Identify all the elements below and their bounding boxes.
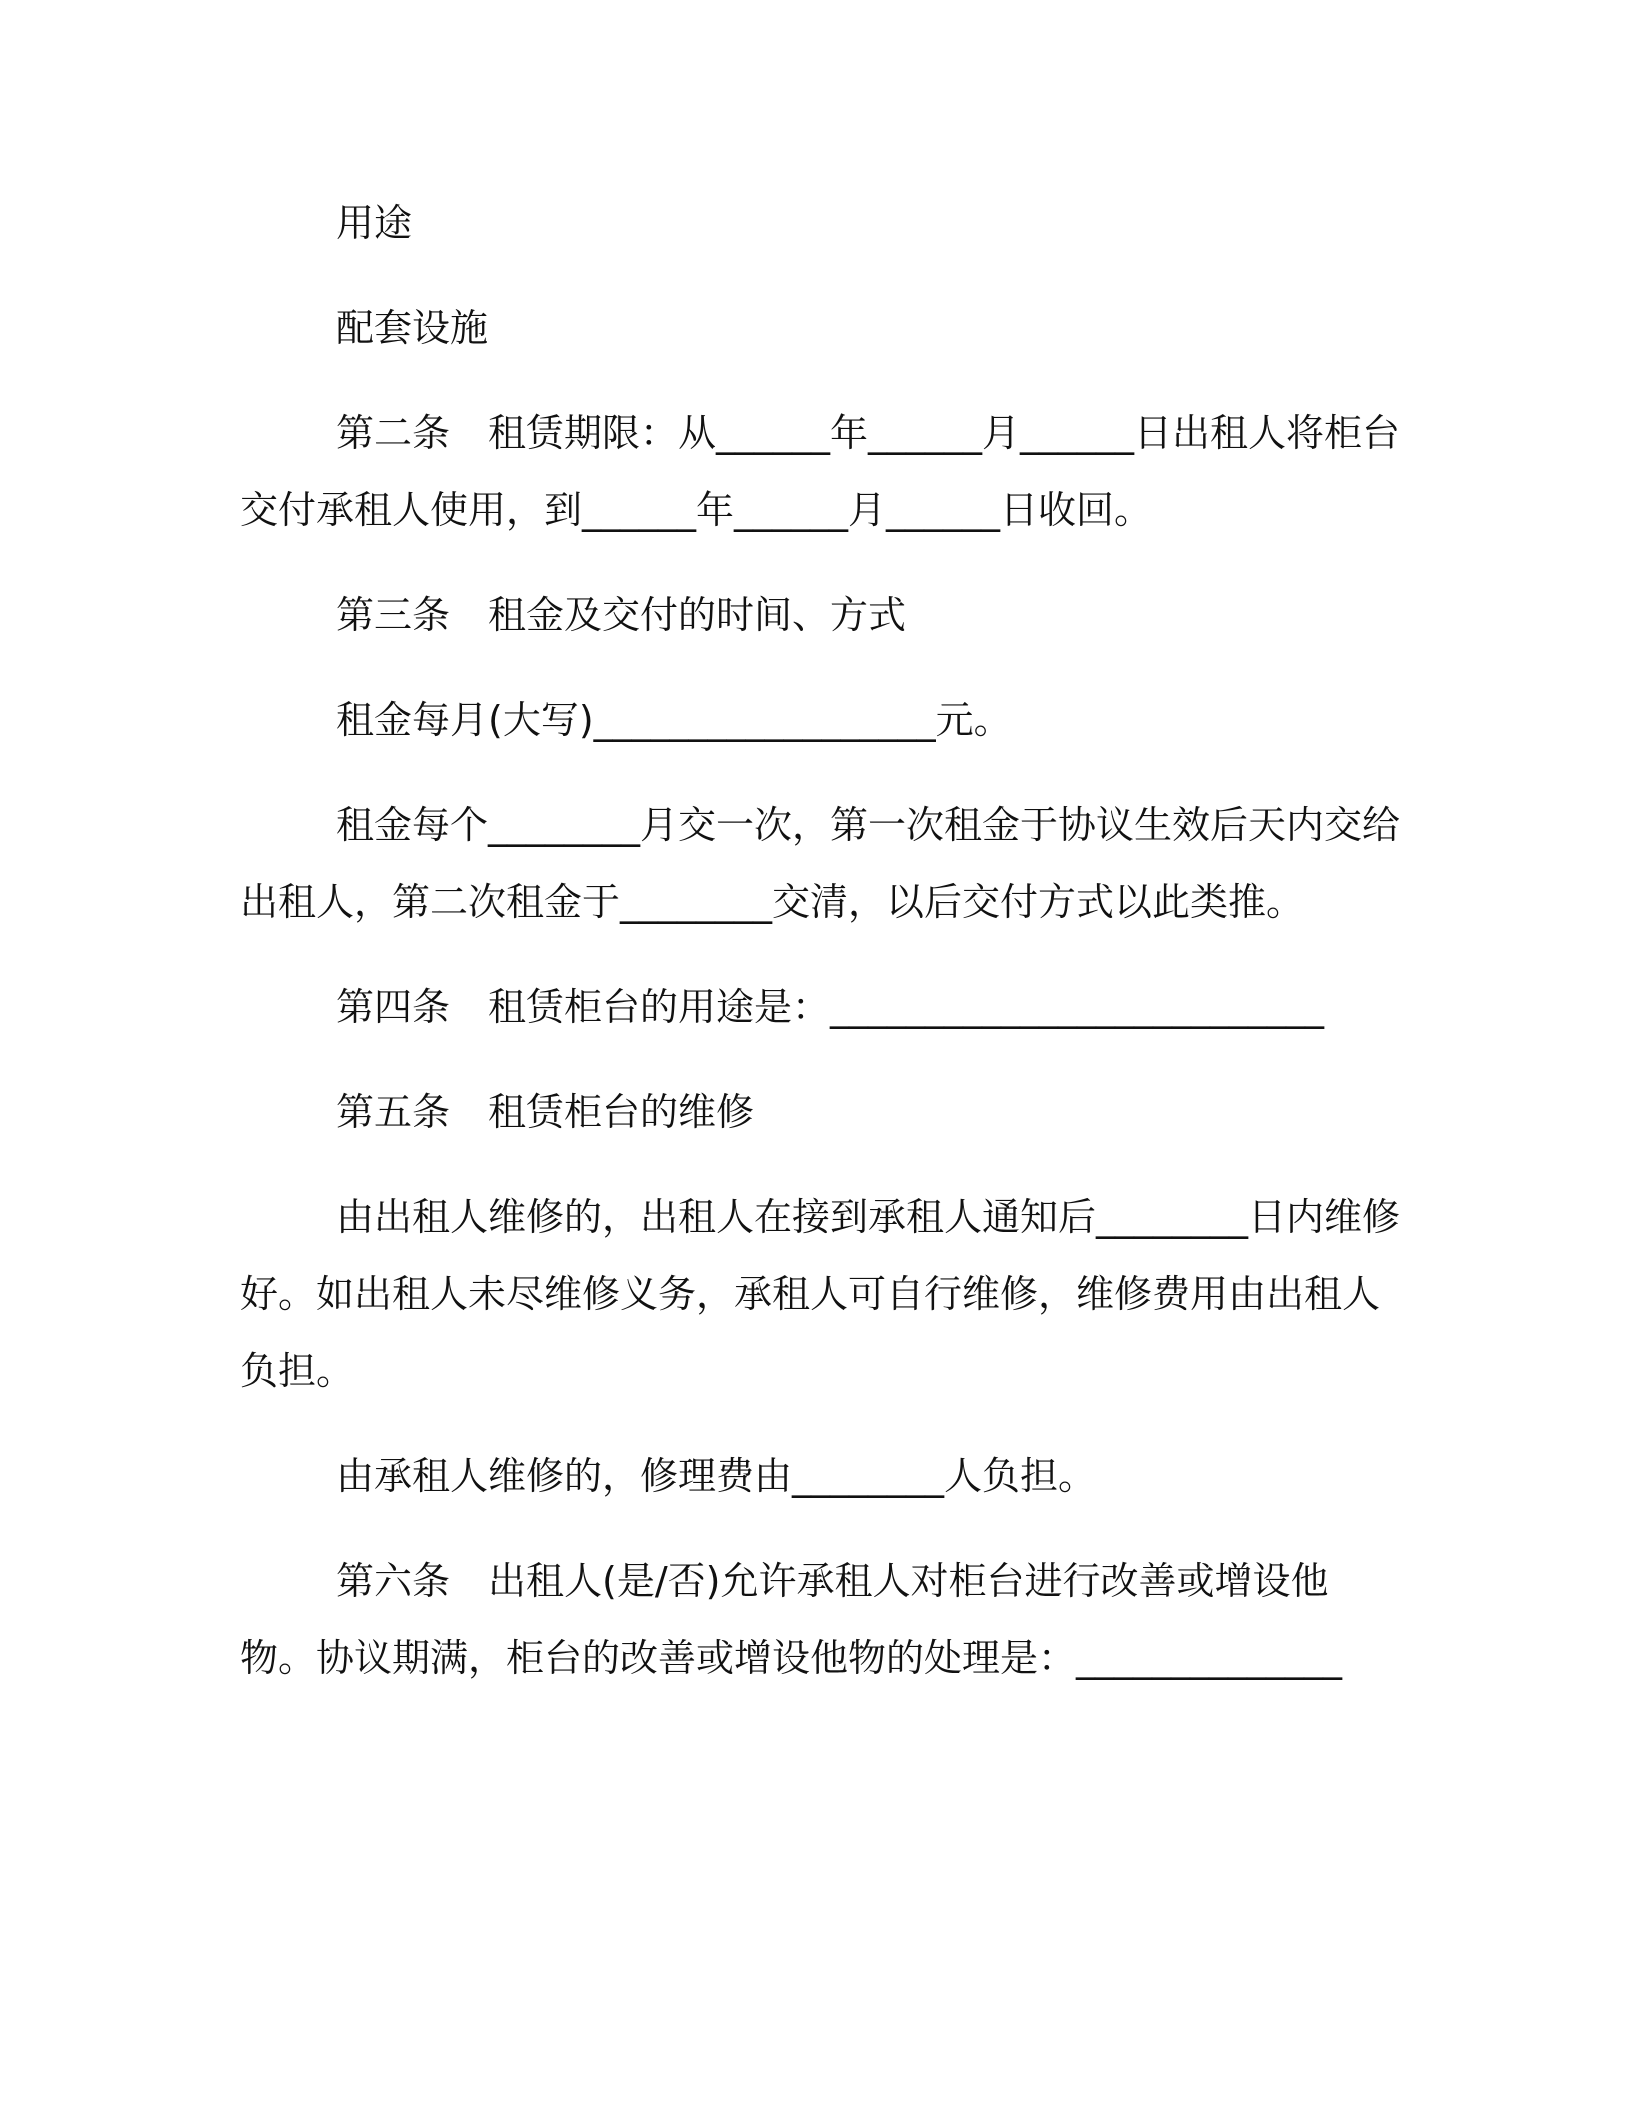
paragraph-lessor-repair: 由出租人维修的，出租人在接到承租人通知后________日内维修好。如出租人未尽维修义务，承租人可自行维修，维修费用由出租人负担。 xyxy=(240,1195,1401,1393)
paragraph-lessee-repair: 由承租人维修的，修理费由________人负担。 xyxy=(336,1454,1097,1498)
paragraph-monthly-rent: 租金每月(大写)__________________元。 xyxy=(336,698,1012,742)
paragraph-facilities: 配套设施 xyxy=(336,306,489,350)
paragraph-article-6-improvements: 第六条 出租人(是/否)允许承租人对柜台进行改善或增设他物。协议期满，柜台的改善或增设他物的处理是：______________ xyxy=(240,1559,1343,1680)
paragraph-article-2-lease-term: 第二条 租赁期限：从______年______月______日出租人将柜台交付承租人使用，到______年______月______日收回。 xyxy=(240,411,1401,532)
paragraph-article-5-heading: 第五条 租赁柜台的维修 xyxy=(336,1090,755,1134)
paragraph-article-4-purpose: 第四条 租赁柜台的用途是：__________________________ xyxy=(336,985,1325,1029)
paragraph-rent-payment: 租金每个________月交一次，第一次租金于协议生效后天内交给出租人，第二次租金于________交清，以后交付方式以此类推。 xyxy=(240,803,1401,924)
paragraph-usage: 用途 xyxy=(336,201,413,245)
paragraph-article-3-heading: 第三条 租金及交付的时间、方式 xyxy=(336,593,907,637)
document-body xyxy=(240,185,1400,1725)
